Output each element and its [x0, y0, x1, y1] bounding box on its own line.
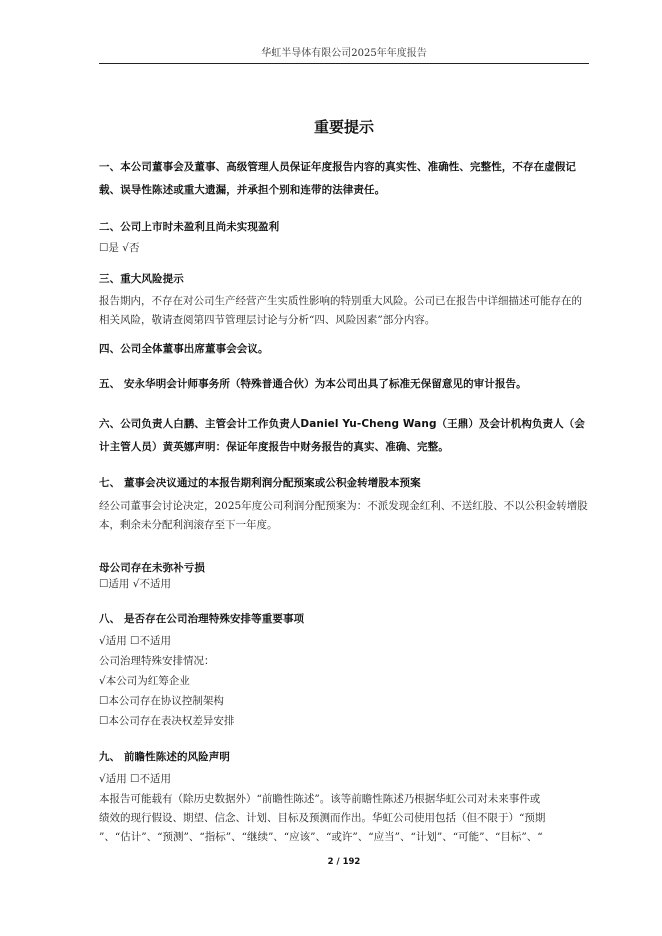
- section-7-heading: 七、 董事会决议通过的本报告期利润分配预案或公积金转增股本预案: [99, 477, 421, 489]
- section-7-body: 经公司董事会讨论决定，2025年度公司利润分配预案为：不派发现金红利、不送红股、不以公积金转增股本，剩余未分配利润滚存至下一年度。: [99, 500, 588, 531]
- section-7-sub-options: ☐适用 √不适用: [99, 578, 171, 590]
- section-8-heading: 八、 是否存在公司治理特殊安排等重要事项: [99, 613, 305, 625]
- section-8-options: √适用 ☐不适用: [99, 635, 171, 647]
- section-9-options: √适用 ☐不适用: [99, 773, 171, 785]
- header-rule: [99, 63, 589, 64]
- section-8-item-vie: ☐本公司存在协议控制架构: [99, 695, 224, 707]
- section-4-heading: 四、公司全体董事出席董事会会议。: [99, 343, 269, 355]
- page-title: 重要提示: [313, 118, 374, 136]
- section-3-body: 报告期内，不存在对公司生产经营产生实质性影响的特别重大风险。公司已在报告中详细描述可能存在的相关风险，敬请查阅第四节管理层讨论与分析“四、风险因素”部分内容。: [99, 295, 582, 326]
- section-6-heading: 六、公司负责人白鹏、主管会计工作负责人Daniel Yu-Cheng Wang（王鼎）及会计机构负责人（会计主管人员）黄英娜声明：保证年度报告中财务报告的真实、准确、完整。: [99, 418, 585, 453]
- page-number: 2 / 192: [327, 857, 361, 867]
- section-1-heading: 一、本公司董事会及董事、高级管理人员保证年度报告内容的真实性、准确性、完整性，不存在虚假记载、误导性陈述或重大遗漏，并承担个别和连带的法律责任。: [99, 161, 576, 196]
- section-8-item-voting-rights: ☐本公司存在表决权差异安排: [99, 715, 235, 727]
- section-9-heading: 九、 前瞻性陈述的风险声明: [99, 751, 230, 763]
- section-2-heading: 二、公司上市时未盈利且尚未实现盈利: [99, 221, 280, 233]
- section-9-body-line-1: 本报告可能载有（除历史数据外）“前瞻性陈述”。该等前瞻性陈述乃根据华虹公司对未来事件或: [99, 793, 541, 805]
- section-8-intro: 公司治理特殊安排情况：: [99, 655, 215, 667]
- section-5-heading: 五、 安永华明会计师事务所（特殊普通合伙）为本公司出具了标准无保留意见的审计报告。: [99, 378, 527, 390]
- section-7-sub-heading: 母公司存在未弥补亏损: [99, 562, 205, 574]
- section-8-item-red-chip: √本公司为红筹企业: [99, 675, 190, 687]
- section-9-body-line-2: 绩效的现行假设、期望、信念、计划、目标及预测而作出。华虹公司使用包括（但不限于）“预期: [99, 812, 546, 824]
- running-header: 华虹半导体有限公司2025年年度报告: [261, 48, 427, 59]
- section-2-options: ☐是 √否: [99, 242, 140, 254]
- section-9-body-line-3: ”、“估计”、“预测”、“指标”、“继续”、“应该”、“或许”、“应当”、“计划”、“可能”、“目标”、“: [99, 831, 543, 843]
- section-3-heading: 三、重大风险提示: [99, 273, 184, 285]
